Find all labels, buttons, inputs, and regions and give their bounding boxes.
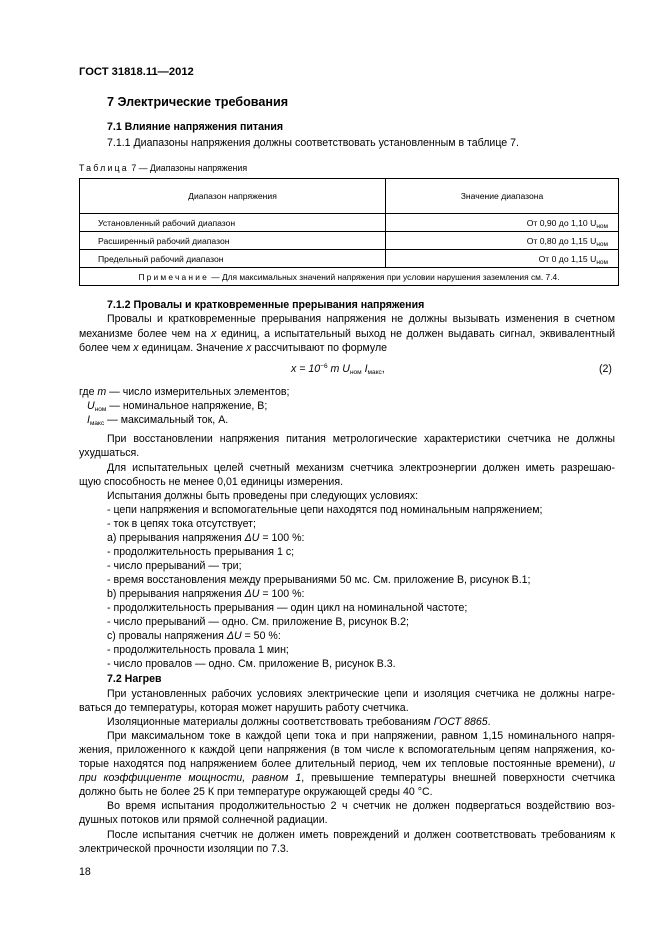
table-cell-value: От 0 до 1,15 U <box>538 253 597 264</box>
paragraph-line: жения, приложенного к каждой цепи напряжения (в том числе к вспомогательным цепям напряжения, ко- <box>79 744 615 756</box>
table-cell: Установленный рабочий диапазон <box>80 214 386 232</box>
table-cell-subscript: ном <box>596 222 608 230</box>
text-run: где <box>79 386 98 398</box>
table-note-word: Примечание <box>138 271 209 282</box>
voltage-range-table <box>79 178 619 286</box>
formula-subscript: макс <box>367 369 382 376</box>
table-caption-text: 7 — Диапазоны напряжения <box>131 163 248 173</box>
delta-u: ΔU <box>244 588 260 600</box>
paragraph: 7.1.1 Диапазоны напряжения должны соответствовать установленным в таблице 7. <box>107 137 519 149</box>
list-item <box>107 630 281 642</box>
definition-line <box>87 414 228 426</box>
table-cell: Расширенный рабочий диапазон <box>80 232 386 250</box>
table-cell <box>386 250 619 268</box>
formula-term: I <box>361 363 368 375</box>
variable-i: I <box>87 414 90 426</box>
table-header-cell: Диапазон напряжения <box>80 179 386 214</box>
table-row <box>80 232 619 250</box>
paragraph-line: щую способность не менее 0,01 единицы измерения. <box>79 476 344 488</box>
paragraph-line: душных потоков или прямой солнечной радиации. <box>79 814 328 826</box>
formula-exponent: −6 <box>320 363 328 370</box>
definition-line <box>79 386 290 398</box>
paragraph-line <box>79 772 615 784</box>
text-run: единицам. Значение <box>138 342 247 354</box>
list-item: - число провалов — одно. См. приложение В, рисунок В.3. <box>107 658 396 670</box>
subsection-title: 7.1.2 Провалы и кратковременные прерывания напряжения <box>107 299 425 311</box>
text-run-italic: и <box>609 758 615 770</box>
delta-u: ΔU <box>244 532 260 544</box>
paragraph-line <box>79 328 615 340</box>
formula <box>291 363 385 375</box>
table-cell-subscript: ном <box>596 258 608 266</box>
text-run: единиц, а испытательный выход не должен выдавать сигнал, эквивалентный <box>216 328 616 340</box>
table-header-row <box>80 179 619 214</box>
text-run: — максимальный ток, А. <box>104 414 229 426</box>
formula-lhs: x = 10 <box>291 363 321 375</box>
standard-reference: ГОСТ 8865 <box>433 716 488 728</box>
list-item: - число прерываний — три; <box>107 560 242 572</box>
paragraph-line: После испытания счетчик не должен иметь повреждений и должен соответствовать требованиям к <box>107 829 615 841</box>
paragraph-line: электрической прочности изоляции по 7.3. <box>79 843 289 855</box>
formula-number: (2) <box>599 363 612 375</box>
subsection-title: 7.1 Влияние напряжения питания <box>107 121 284 133</box>
paragraph-line: должно быть не более 25 К при температуре окружающей среды 40 °С. <box>79 786 433 798</box>
table-note-text: — Для максимальных значений напряжения при условии нарушения заземления см. 7.4. <box>211 271 560 282</box>
table-cell-value: От 0,90 до 1,10 U <box>526 217 597 228</box>
delta-u: ΔU <box>226 630 242 642</box>
table-cell: Предельный рабочий диапазон <box>80 250 386 268</box>
variable-m: m <box>97 386 107 398</box>
text-run: механизме более чем на <box>79 328 212 340</box>
paragraph-line: Испытания должны быть проведены при следующих условиях: <box>107 490 419 502</box>
text-run: торые находятся под напряжением более длительный период, чем их тепловые постоянные времени), <box>79 758 610 770</box>
formula-term: m U <box>327 363 350 375</box>
text-run: с) провалы напряжения <box>107 630 227 642</box>
variable-x: x <box>246 342 252 354</box>
definition-line <box>87 400 267 412</box>
variable-x: x <box>133 342 139 354</box>
list-item: - число прерываний — одно. См. приложение В, рисунок В.2; <box>107 616 409 628</box>
table-note-row <box>80 268 619 286</box>
list-item <box>107 588 304 600</box>
paragraph-line <box>79 342 387 354</box>
text-run: — число измерительных элементов; <box>106 386 290 398</box>
list-item: - продолжительность провала 1 мин; <box>107 644 289 656</box>
text-run: а) прерывания напряжения <box>107 532 245 544</box>
table-cell-value: От 0,80 до 1,15 U <box>526 235 597 246</box>
table-cell <box>386 214 619 232</box>
variable-u: U <box>87 400 95 412</box>
document-header: ГОСТ 31818.11—2012 <box>79 66 194 78</box>
text-run: , превышение температуры внешней поверхности счетчика <box>301 772 616 784</box>
paragraph-line: При установленных рабочих условиях электрические цепи и изоляция счетчика не должны нагре- <box>107 688 615 700</box>
paragraph-line <box>79 758 615 770</box>
list-item: - продолжительность прерывания 1 с; <box>107 546 295 558</box>
text-run: более чем <box>79 342 134 354</box>
list-item <box>107 532 304 544</box>
text-run: b) прерывания напряжения <box>107 588 245 600</box>
paragraph-line: ваться до температуры, которая может нарушить работу счетчика. <box>79 702 409 714</box>
text-run: = 100 %: <box>259 532 305 544</box>
table-caption-word: Таблица <box>79 163 129 173</box>
table-caption <box>79 163 247 173</box>
paragraph-line: Во время испытания продолжительностью 2 ч счетчик не должен подвергаться воздействию воз- <box>107 800 615 812</box>
table-row <box>80 250 619 268</box>
formula-subscript: ном <box>349 369 362 376</box>
variable-subscript: ном <box>94 406 107 413</box>
paragraph-line: При максимальном токе в каждой цепи тока и при напряжении, равном 1,15 номинального напря- <box>107 730 615 742</box>
text-run: = 100 %: <box>259 588 305 600</box>
table-row <box>80 214 619 232</box>
list-item: - ток в цепях тока отсутствует; <box>107 518 256 530</box>
text-run: . <box>487 716 491 728</box>
variable-x: x <box>211 328 217 340</box>
list-item: - цепи напряжения и вспомогательные цепи находятся под номинальным напряжением; <box>107 504 543 516</box>
list-item: - время восстановления между прерываниями 50 мс. См. приложение В, рисунок В.1; <box>107 574 531 586</box>
paragraph-line: При восстановлении напряжения питания метрологические характеристики счетчика не должны <box>107 433 615 445</box>
text-run: Изоляционные материалы должны соответствовать требованиям <box>107 716 434 728</box>
paragraph-line <box>107 716 491 728</box>
table-cell <box>386 232 619 250</box>
text-run: рассчитывают по формуле <box>251 342 388 354</box>
table-header-cell: Значение диапазона <box>386 179 619 214</box>
formula-end: , <box>381 363 385 375</box>
list-item: - продолжительность прерывания — один цикл на номинальной частоте; <box>107 602 468 614</box>
text-run: = 50 %: <box>241 630 281 642</box>
section-title: 7 Электрические требования <box>107 95 289 109</box>
paragraph-line: Провалы и кратковременные прерывания напряжения не должны вызывать изменения в счетном <box>107 313 615 325</box>
page-number: 18 <box>79 866 91 878</box>
table-cell-subscript: ном <box>596 240 608 248</box>
paragraph-line: Для испытательных целей счетный механизм счетчика электроэнергии должен иметь разрешаю- <box>107 462 615 474</box>
paragraph-line: ухудшаться. <box>79 447 140 459</box>
table-note <box>80 268 619 286</box>
text-run-italic: при коэффициенте мощности, равном 1 <box>79 772 302 784</box>
variable-subscript: макс <box>89 420 105 427</box>
text-run: — номинальное напряжение, В; <box>106 400 268 412</box>
subsection-title: 7.2 Нагрев <box>107 673 162 685</box>
